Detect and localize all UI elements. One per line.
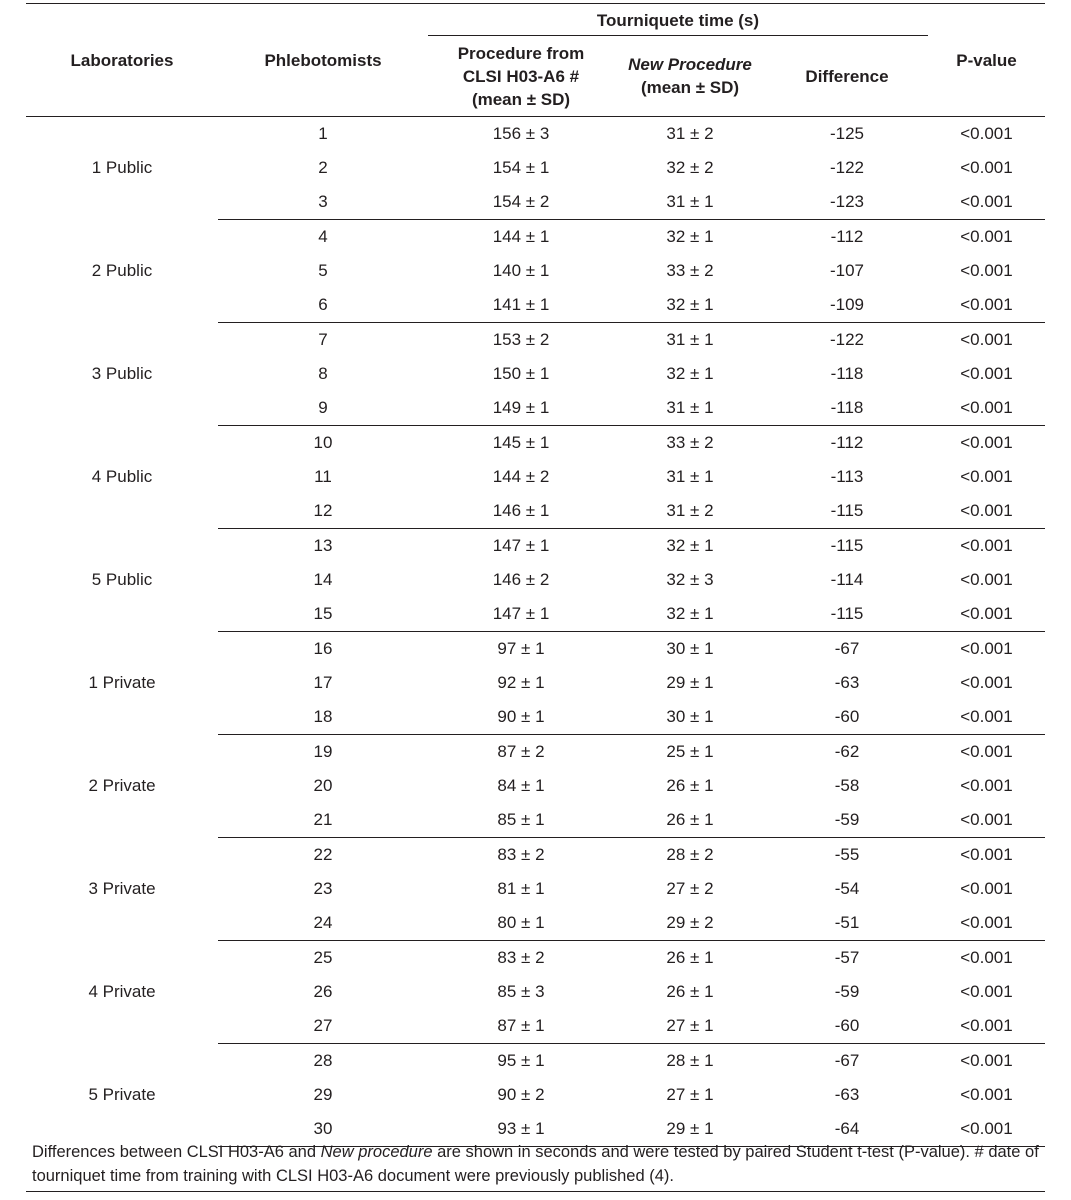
cell-pvalue: <0.001 — [960, 158, 1013, 177]
cell-procedure-clsi: 140 ± 1 — [492, 261, 550, 280]
cell-phlebotomist: 27 — [218, 1009, 428, 1044]
cell-phlebotomist: 7 — [318, 330, 328, 349]
cell-laboratory: 4 Public — [91, 467, 153, 486]
cell-phlebotomist: 3 — [218, 185, 428, 220]
cell-difference: -113 — [830, 467, 864, 486]
cell-difference: -57 — [834, 948, 860, 967]
cell-phlebotomist: 26 — [313, 982, 333, 1001]
table-footnote — [26, 1137, 1045, 1188]
footnote-part2: are shown in seconds and were tested by paired Student t-test (P-value). # date of tourniquet time from training with CLSI H03-A6 document were previously published (4). — [32, 1143, 1039, 1185]
cell-difference: -58 — [834, 776, 860, 795]
cell-new-procedure: 33 ± 2 — [666, 433, 714, 452]
cell-new-procedure: 28 ± 1 — [666, 1051, 714, 1070]
cell-difference: -60 — [766, 1009, 928, 1044]
cell-phlebotomist: 12 — [218, 494, 428, 529]
cell-difference: -67 — [834, 1051, 860, 1070]
cell-difference: -112 — [830, 227, 864, 246]
header-new-procedure — [614, 36, 766, 117]
table-row — [26, 220, 1045, 255]
header-phlebotomists: Phlebotomists — [264, 50, 382, 70]
cell-pvalue: <0.001 — [928, 597, 1045, 632]
header-laboratories: Laboratories — [70, 50, 174, 70]
cell-pvalue: <0.001 — [960, 1051, 1013, 1070]
cell-difference: -118 — [766, 391, 928, 426]
footnote-italic: New procedure — [320, 1143, 433, 1161]
cell-pvalue: <0.001 — [960, 982, 1013, 1001]
cell-procedure-clsi: 146 ± 2 — [492, 570, 550, 589]
cell-laboratory: 1 Public — [91, 158, 153, 178]
cell-phlebotomist: 10 — [313, 433, 333, 452]
cell-procedure-clsi: 145 ± 1 — [492, 433, 550, 452]
cell-pvalue: <0.001 — [960, 639, 1013, 658]
cell-procedure-clsi: 93 ± 1 — [428, 1112, 614, 1147]
cell-procedure-clsi: 153 ± 2 — [492, 330, 550, 349]
cell-difference: -51 — [766, 906, 928, 941]
cell-difference: -62 — [834, 742, 860, 761]
cell-new-procedure: 32 ± 1 — [614, 597, 766, 632]
cell-phlebotomist: 2 — [318, 158, 328, 177]
cell-pvalue: <0.001 — [960, 364, 1013, 383]
table-row — [26, 735, 1045, 770]
cell-new-procedure: 32 ± 2 — [666, 158, 714, 177]
table-header — [26, 4, 1045, 117]
cell-phlebotomist: 22 — [313, 845, 333, 864]
cell-procedure-clsi: 144 ± 1 — [492, 227, 550, 246]
cell-phlebotomist: 20 — [313, 776, 333, 795]
cell-new-procedure: 33 ± 2 — [666, 261, 714, 280]
cell-difference: -59 — [834, 982, 860, 1001]
cell-pvalue: <0.001 — [960, 570, 1013, 589]
cell-new-procedure: 29 ± 1 — [666, 673, 714, 692]
cell-laboratory: 2 Private — [88, 776, 156, 795]
cell-difference: -67 — [834, 639, 860, 658]
cell-difference: -115 — [766, 597, 928, 632]
cell-pvalue: <0.001 — [960, 1085, 1013, 1104]
cell-difference: -54 — [834, 879, 860, 898]
cell-new-procedure: 32 ± 1 — [614, 288, 766, 323]
cell-procedure-clsi: 147 ± 1 — [492, 536, 550, 555]
cell-laboratory: 3 Public — [91, 364, 153, 383]
cell-phlebotomist: 25 — [313, 948, 333, 967]
cell-difference: -55 — [834, 845, 860, 864]
cell-procedure-clsi: 141 ± 1 — [428, 288, 614, 323]
cell-difference: -63 — [834, 673, 860, 692]
cell-phlebotomist: 6 — [218, 288, 428, 323]
cell-procedure-clsi: 84 ± 1 — [497, 776, 545, 795]
cell-pvalue: <0.001 — [928, 906, 1045, 941]
cell-new-procedure: 31 ± 1 — [614, 185, 766, 220]
cell-pvalue: <0.001 — [960, 330, 1013, 349]
cell-procedure-clsi: 150 ± 1 — [492, 364, 550, 383]
cell-phlebotomist: 30 — [218, 1112, 428, 1147]
cell-new-procedure: 31 ± 1 — [666, 330, 714, 349]
cell-new-procedure: 27 ± 1 — [666, 1085, 714, 1104]
cell-new-procedure: 30 ± 1 — [614, 700, 766, 735]
cell-pvalue: <0.001 — [928, 700, 1045, 735]
cell-pvalue: <0.001 — [960, 879, 1013, 898]
cell-new-procedure: 26 ± 1 — [614, 803, 766, 838]
header-procedure-line2: CLSI H03-A6 # — [462, 66, 580, 86]
cell-procedure-clsi: 92 ± 1 — [497, 673, 545, 692]
cell-new-procedure: 25 ± 1 — [666, 742, 714, 761]
cell-difference: -112 — [830, 433, 864, 452]
cell-difference: -63 — [834, 1085, 860, 1104]
cell-new-procedure: 31 ± 1 — [666, 467, 714, 486]
cell-new-procedure: 29 ± 1 — [614, 1112, 766, 1147]
cell-pvalue: <0.001 — [960, 845, 1013, 864]
header-pvalue: P-value — [956, 50, 1017, 70]
cell-difference: -64 — [766, 1112, 928, 1147]
cell-phlebotomist: 24 — [218, 906, 428, 941]
cell-procedure-clsi: 90 ± 1 — [428, 700, 614, 735]
cell-phlebotomist: 11 — [314, 467, 332, 486]
cell-phlebotomist: 1 — [318, 124, 328, 143]
cell-laboratory: 4 Private — [88, 982, 156, 1001]
tourniquet-time-table — [26, 3, 1045, 1147]
cell-phlebotomist: 18 — [218, 700, 428, 735]
cell-new-procedure: 31 ± 2 — [666, 124, 714, 143]
bottom-rule — [26, 1191, 1045, 1192]
cell-new-procedure: 26 ± 1 — [666, 948, 714, 967]
cell-phlebotomist: 9 — [218, 391, 428, 426]
table-row — [26, 838, 1045, 873]
cell-phlebotomist: 29 — [313, 1085, 333, 1104]
table-row — [26, 941, 1045, 976]
cell-pvalue: <0.001 — [928, 185, 1045, 220]
header-procedure-line1: Procedure from — [457, 43, 585, 63]
cell-phlebotomist: 19 — [313, 742, 333, 761]
table-body — [26, 117, 1045, 1147]
cell-procedure-clsi: 154 ± 1 — [492, 158, 550, 177]
cell-new-procedure: 30 ± 1 — [666, 639, 714, 658]
cell-pvalue: <0.001 — [960, 948, 1013, 967]
cell-phlebotomist: 28 — [313, 1051, 333, 1070]
cell-laboratory: 5 Public — [91, 570, 153, 589]
cell-laboratory: 2 Public — [91, 261, 153, 280]
cell-difference: -114 — [830, 570, 864, 589]
header-difference: Difference — [805, 66, 889, 86]
cell-pvalue: <0.001 — [960, 227, 1013, 246]
cell-difference: -122 — [829, 330, 865, 349]
cell-new-procedure: 27 ± 2 — [666, 879, 714, 898]
cell-laboratory: 5 Private — [88, 1085, 156, 1104]
cell-difference: -123 — [766, 185, 928, 220]
cell-phlebotomist: 14 — [313, 570, 333, 589]
cell-procedure-clsi: 83 ± 2 — [497, 845, 545, 864]
cell-procedure-clsi: 146 ± 1 — [428, 494, 614, 529]
cell-phlebotomist: 17 — [313, 673, 333, 692]
cell-new-procedure: 32 ± 1 — [666, 364, 714, 383]
cell-pvalue: <0.001 — [928, 1009, 1045, 1044]
cell-new-procedure: 32 ± 3 — [666, 570, 714, 589]
cell-difference: -59 — [766, 803, 928, 838]
cell-pvalue: <0.001 — [928, 391, 1045, 426]
cell-pvalue: <0.001 — [960, 433, 1013, 452]
cell-new-procedure: 32 ± 1 — [666, 227, 714, 246]
cell-procedure-clsi: 144 ± 2 — [492, 467, 550, 486]
cell-procedure-clsi: 80 ± 1 — [428, 906, 614, 941]
cell-pvalue: <0.001 — [960, 467, 1013, 486]
cell-difference: -115 — [830, 536, 864, 555]
cell-procedure-clsi: 85 ± 1 — [428, 803, 614, 838]
cell-new-procedure: 31 ± 1 — [614, 391, 766, 426]
cell-pvalue: <0.001 — [928, 494, 1045, 529]
cell-pvalue: <0.001 — [960, 124, 1013, 143]
header-new-line2: (mean ± SD) — [640, 78, 740, 97]
header-tourniquet-time: Tourniquete time (s) — [428, 4, 928, 37]
cell-procedure-clsi: 81 ± 1 — [497, 879, 545, 898]
header-procedure-clsi — [428, 36, 614, 117]
cell-new-procedure: 31 ± 2 — [614, 494, 766, 529]
cell-new-procedure: 26 ± 1 — [666, 982, 714, 1001]
cell-pvalue: <0.001 — [960, 776, 1013, 795]
cell-procedure-clsi: 83 ± 2 — [497, 948, 545, 967]
cell-difference: -115 — [766, 494, 928, 529]
cell-difference: -109 — [766, 288, 928, 323]
cell-procedure-clsi: 154 ± 2 — [428, 185, 614, 220]
cell-pvalue: <0.001 — [960, 742, 1013, 761]
cell-phlebotomist: 21 — [218, 803, 428, 838]
cell-new-procedure: 32 ± 1 — [666, 536, 714, 555]
cell-pvalue: <0.001 — [928, 1112, 1045, 1147]
table-row — [26, 117, 1045, 152]
cell-difference: -60 — [766, 700, 928, 735]
cell-pvalue: <0.001 — [960, 536, 1013, 555]
cell-new-procedure: 26 ± 1 — [666, 776, 714, 795]
cell-new-procedure: 27 ± 1 — [614, 1009, 766, 1044]
cell-procedure-clsi: 147 ± 1 — [428, 597, 614, 632]
cell-difference: -122 — [829, 158, 865, 177]
cell-laboratory: 3 Private — [88, 879, 156, 898]
header-new-line1: New Procedure — [628, 55, 752, 74]
cell-procedure-clsi: 87 ± 2 — [497, 742, 545, 761]
cell-difference: -125 — [829, 124, 865, 143]
table-row — [26, 1044, 1045, 1079]
table-row — [26, 323, 1045, 358]
cell-phlebotomist: 23 — [313, 879, 333, 898]
cell-procedure-clsi: 90 ± 2 — [497, 1085, 545, 1104]
cell-phlebotomist: 16 — [313, 639, 333, 658]
table-row — [26, 632, 1045, 667]
table-row — [26, 529, 1045, 564]
cell-procedure-clsi: 149 ± 1 — [428, 391, 614, 426]
cell-procedure-clsi: 156 ± 3 — [492, 124, 550, 143]
cell-phlebotomist: 8 — [318, 364, 328, 383]
cell-procedure-clsi: 85 ± 3 — [497, 982, 545, 1001]
cell-difference: -118 — [830, 364, 864, 383]
cell-new-procedure: 28 ± 2 — [666, 845, 714, 864]
cell-procedure-clsi: 95 ± 1 — [497, 1051, 545, 1070]
cell-phlebotomist: 5 — [318, 261, 328, 280]
cell-phlebotomist: 15 — [218, 597, 428, 632]
cell-phlebotomist: 4 — [318, 227, 328, 246]
cell-phlebotomist: 13 — [313, 536, 333, 555]
cell-pvalue: <0.001 — [928, 803, 1045, 838]
cell-pvalue: <0.001 — [928, 288, 1045, 323]
header-procedure-line3: (mean ± SD) — [471, 89, 571, 109]
cell-laboratory: 1 Private — [88, 673, 156, 692]
cell-new-procedure: 29 ± 2 — [614, 906, 766, 941]
table-row — [26, 426, 1045, 461]
footnote-part1: Differences between CLSI H03-A6 and — [32, 1143, 321, 1161]
cell-pvalue: <0.001 — [960, 673, 1013, 692]
cell-pvalue: <0.001 — [960, 261, 1013, 280]
cell-procedure-clsi: 97 ± 1 — [497, 639, 545, 658]
cell-procedure-clsi: 87 ± 1 — [428, 1009, 614, 1044]
cell-difference: -107 — [829, 261, 865, 280]
